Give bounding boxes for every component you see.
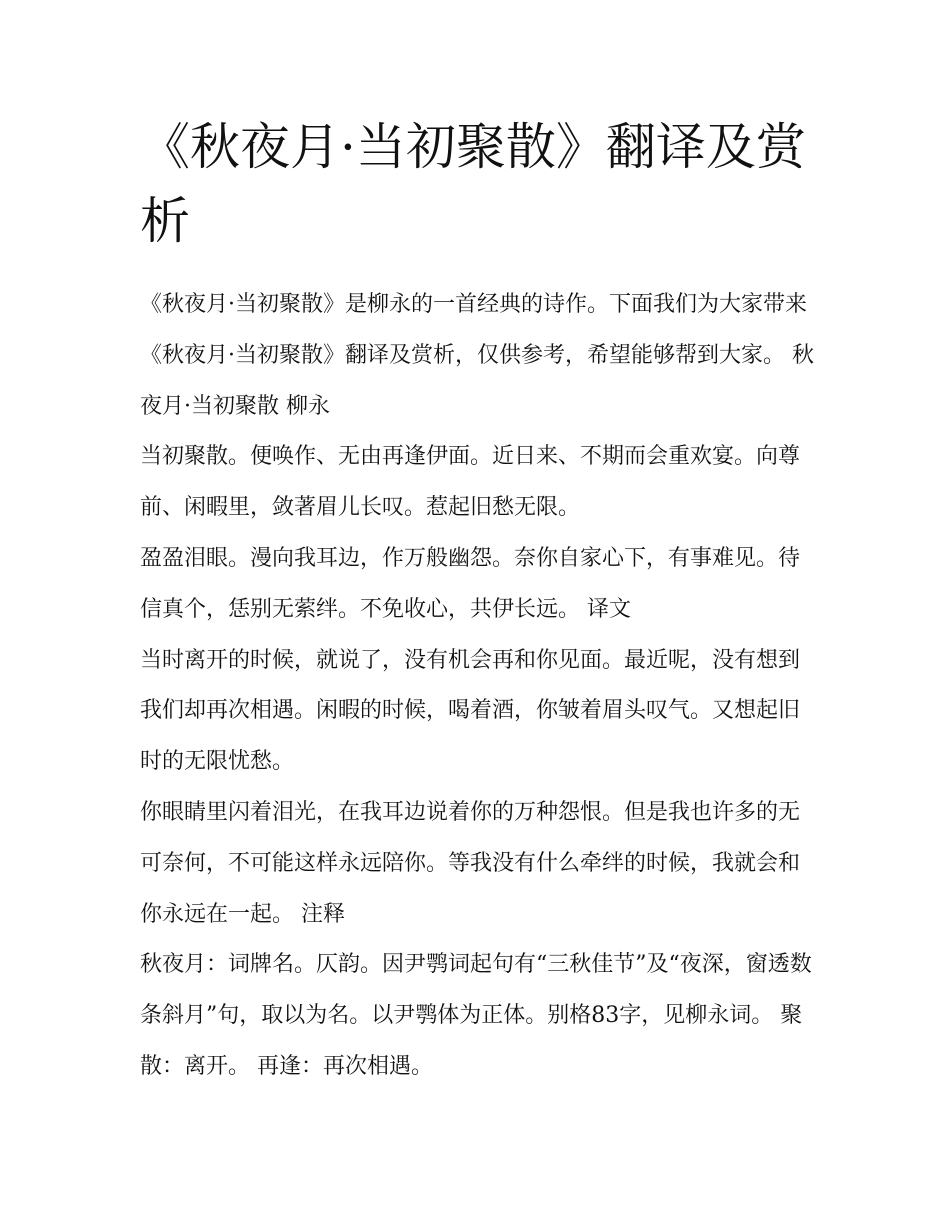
annotation-paragraph: 秋夜月：词牌名。仄韵。因尹鹗词起句有“三秋佳节”及“夜深，窗透数条斜月”句，取以为名。以尹鹗体为正体。别格83字，见柳永词。 聚散：离开。 再逢：再次相遇。 (140, 952, 812, 1079)
intro-paragraph: 《秋夜月·当初聚散》是柳永的一首经典的诗作。下面我们为大家带来《秋夜月·当初聚散》翻译及赏析，仅供参考，希望能够帮到大家。 秋夜月·当初聚散 柳永 (140, 292, 814, 419)
poem-stanza-1: 当初聚散。便唤作、无由再逢伊面。近日来、不期而会重欢宴。向尊前、闲暇里，敛著眉儿长叹。惹起旧愁无限。 (140, 444, 801, 521)
document-title: 《秋夜月·当初聚散》翻译及赏析 (140, 118, 806, 250)
translation-paragraph-2: 你眼睛里闪着泪光，在我耳边说着你的万种怨恨。但是我也许多的无可奈何，不可能这样永远陪你。等我没有什么牵绊的时候，我就会和你永远在一起。 注释 (140, 799, 801, 927)
document-body (140, 280, 820, 1093)
translation-paragraph-1: 当时离开的时候，就说了，没有机会再和你见面。最近呢，没有想到我们却再次相遇。闲暇的时候，喝着酒，你皱着眉头叹气。又想起旧时的无限忧愁。 (140, 647, 801, 775)
poem-stanza-2: 盈盈泪眼。漫向我耳边，作万般幽怨。奈你自家心下，有事难见。待信真个，恁别无萦绊。不免收心，共伊长远。 译文 (140, 545, 801, 622)
